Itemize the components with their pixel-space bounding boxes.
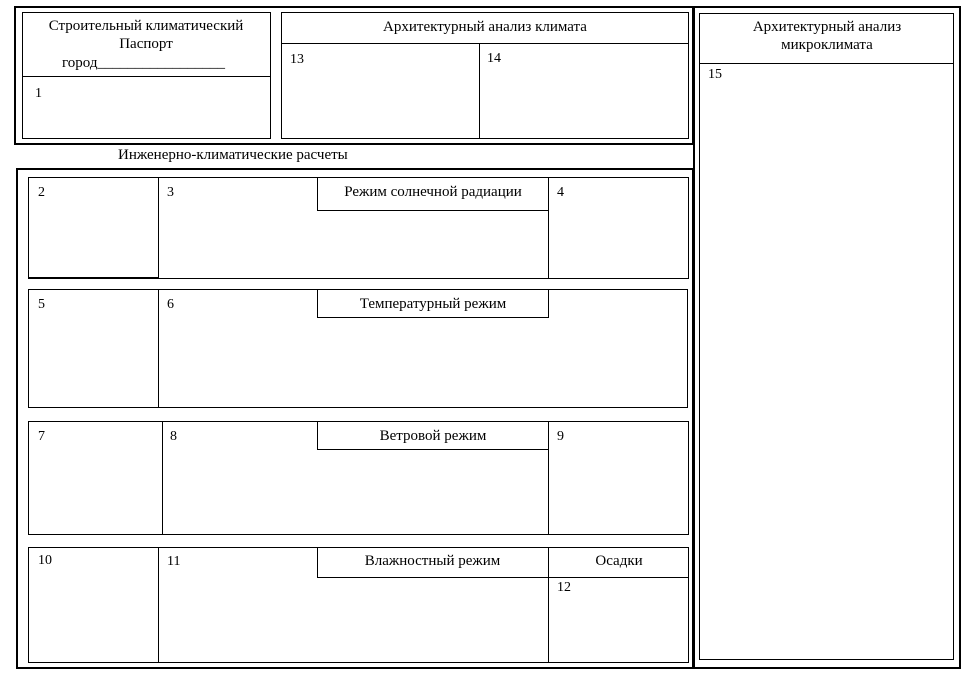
solar-left-bottom-line (28, 277, 158, 278)
passport-divider (22, 76, 271, 77)
temperature-label: Температурный режим (359, 296, 507, 312)
arch-micro-title: Архитектурный анализ микроклимата (752, 19, 902, 53)
humidity-header-line (317, 577, 689, 578)
humidity-divider-1 (158, 547, 159, 663)
cell-2-number: 2 (38, 185, 45, 200)
passport-city: город_________________ (62, 55, 225, 71)
cell-3-number: 3 (167, 185, 174, 200)
cell-11-number: 11 (167, 554, 181, 569)
wind-divider-1 (162, 421, 163, 535)
precipitation-label: Осадки (595, 553, 643, 569)
cell-13-number: 13 (290, 52, 304, 67)
cell-7-number: 7 (38, 429, 45, 444)
arch-micro-box (699, 13, 954, 660)
temperature-divider (158, 289, 159, 408)
cell-1-number: 1 (35, 86, 42, 101)
cell-14-number: 14 (487, 51, 501, 66)
arch-climate-title: Архитектурный анализ климата (383, 19, 587, 35)
solar-divider-1 (158, 177, 159, 279)
cell-10-number: 10 (38, 553, 52, 568)
cell-9-number: 9 (557, 429, 564, 444)
cell-4-number: 4 (557, 185, 564, 200)
cell-8-number: 8 (170, 429, 177, 444)
wind-label: Ветровой режим (379, 428, 487, 444)
cell-15-number: 15 (708, 67, 722, 82)
engineering-title: Инженерно-климатические расчеты (118, 147, 348, 163)
cell-12-number: 12 (557, 580, 571, 595)
arch-climate-header-divider (281, 43, 689, 44)
passport-title: Строительный климатический Паспорт (48, 18, 244, 52)
humidity-label: Влажностный режим (364, 553, 501, 569)
arch-climate-column-divider (479, 43, 480, 139)
arch-micro-header-divider (699, 63, 954, 64)
solar-label: Режим солнечной радиации (344, 184, 522, 200)
cell-5-number: 5 (38, 297, 45, 312)
cell-6-number: 6 (167, 297, 174, 312)
